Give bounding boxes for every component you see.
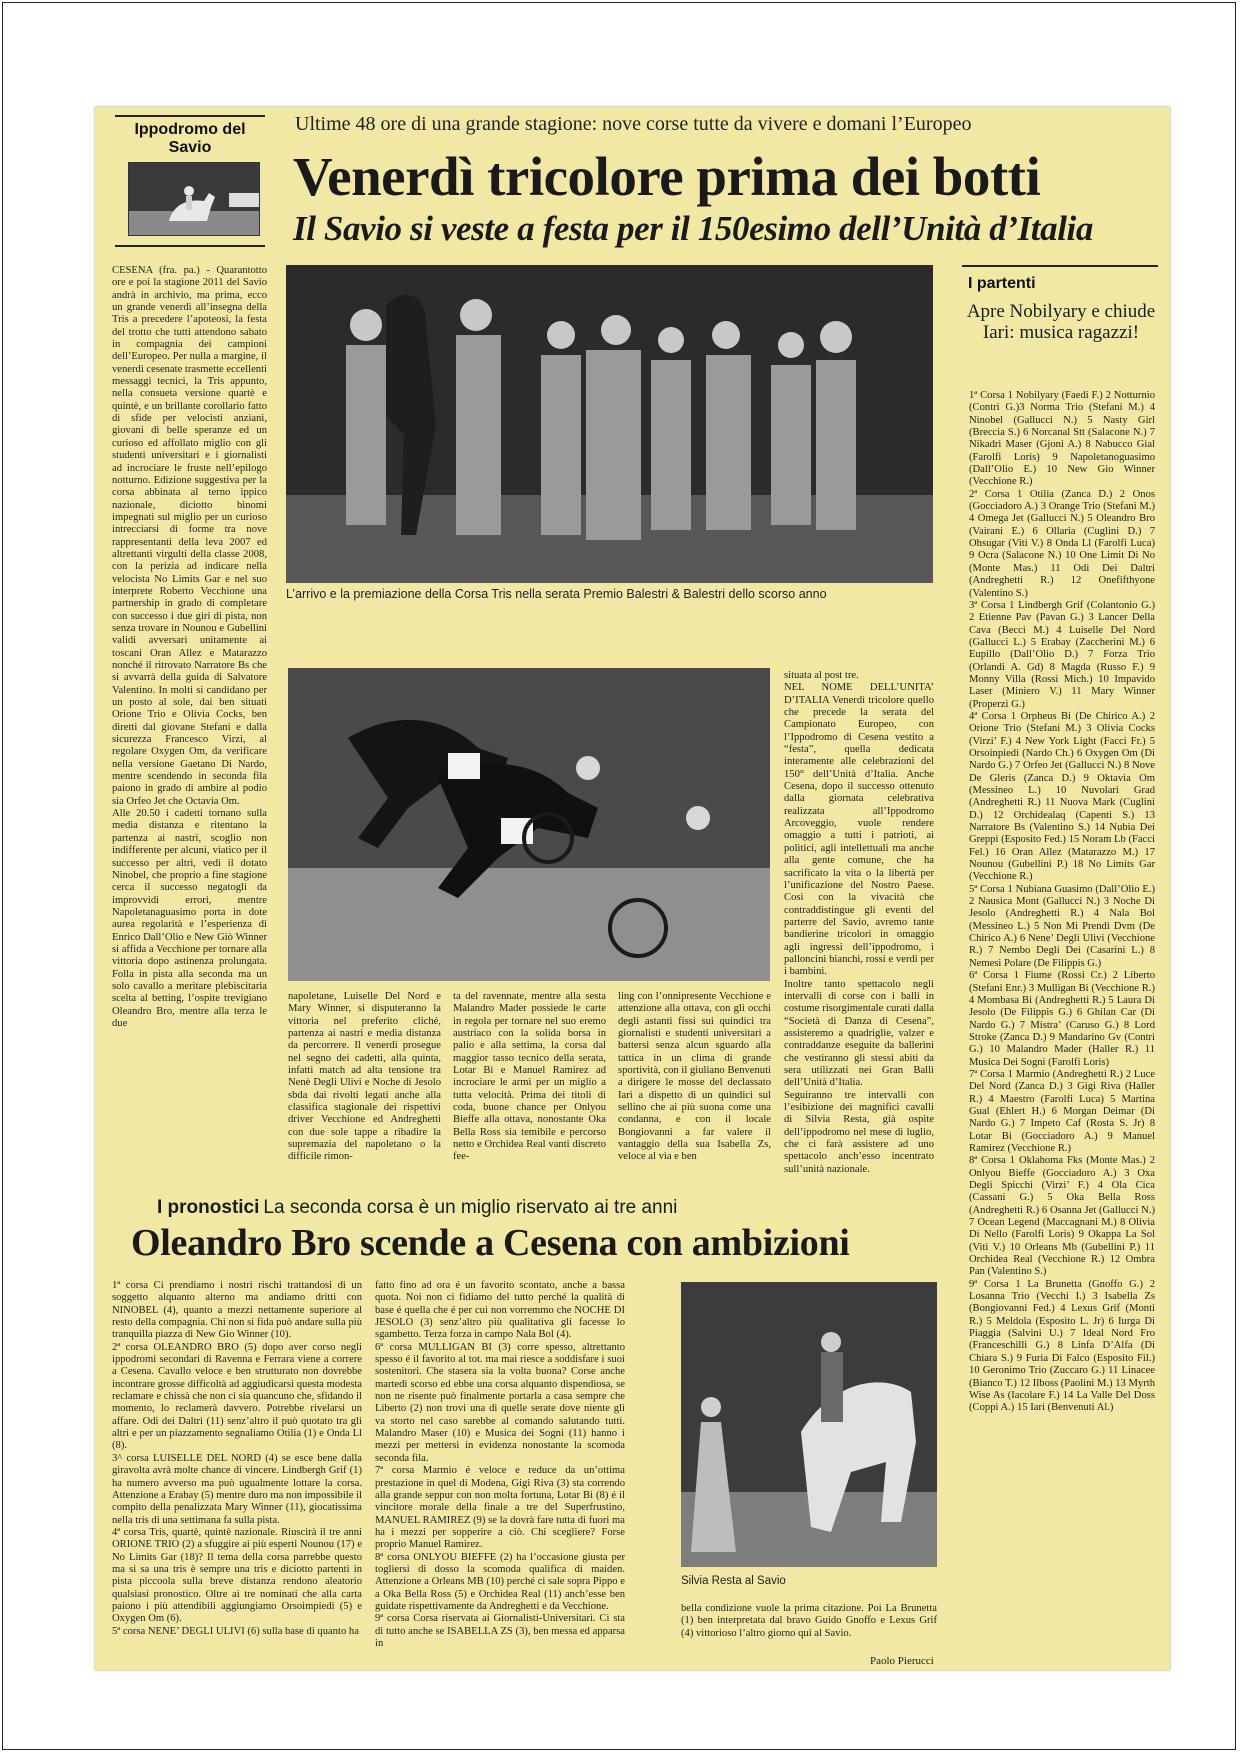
pronostici-headline: Oleandro Bro scende a Cesena con ambizioni (131, 1222, 850, 1264)
silvia-resta-photo-image (681, 1282, 937, 1567)
byline: Paolo Pierucci (870, 1655, 934, 1667)
newspaper-clipping (95, 107, 1170, 1670)
section-label: Ippodromo del Savio (134, 121, 246, 156)
masthead-rule-bottom (115, 245, 265, 247)
article-column-4: ling con l’onnipresente Vecchione e attenzione alla ottava, con gli occhi degli astanti fissi sui quindici tra giornalisti e studenti universitari a battersi senza alcun sguardo alla tattica in un clima di grande sportività, con il giuliano Benvenuti a dirigere le mosse del declassato Iari a dispetto di un quindici sul sellino che ai più suona come una condanna, e con il locale Bongiovanni a far valere il vantaggio della sua Isabella Zs, veloce al via e ben (618, 991, 774, 1163)
ceremony-photo-image (286, 265, 933, 583)
ceremony-photo (286, 265, 933, 583)
article-column-5: situata al post tre. NEL NOME DELL’UNITA’ D’ITALIA Venerdì tricolore quello che precede la serata del Campionato Europeo, con l’Ippodromo di Cesena vestito a “festa”, quella dedicata interamente alle celebrazioni del 150° dell’Unità d’Italia. Anche Cesena, dopo il successo ottenuto dalla giornata celebrativa realizzata all’Ippodromo Arcoveggio, vuole rendere omaggio a tutti i patrioti, ai politici, agli intellettuali ma anche alla gente comune, che ha sacrificato la vita o la libertà per l’unificazione del Nostro Paese. Così con la vivacità che contraddistingue gli eventi del parterre del Savio, avremo tante bandierine tricolori in omaggio agli ingressi dell’ippodromo, i palloncini bianchi, rossi e verdi per i bambini. Inoltre tanto spettacolo negli intervalli di corse con i balli in costume risorgimentale curati dalla “Società di Danza di Cesena”, assisteremo a quadriglie, valzer e contraddanze eseguite da ballerini che vestiranno gli stessi abiti da sera utilizzati nei Gran Balli dell’Unità d’Italia. Seguiranno tre intervalli con l’esibizione dei magnifici cavalli di Silvia Resta, già ospite dell’ippodromo nel mese di luglio, che ci farà assistere ad uno spettacolo anch’esso incentrato sull’unità nazionale. (784, 670, 934, 1175)
ceremony-photo-caption: L’arrivo e la premiazione della Corsa Tris nella serata Premio Balestri & Balestri dello scorso anno (286, 587, 827, 601)
article-column-1: CESENA (fra. pa.) - Quarantotto ore e poi la stagione 2011 del Savio andrà in archivio, ma prima, ecco un grande venerdì all’insegna della Tris a precedere l’apoteosi, la festa del trotto che tutti attendono sabato in compagnia dei campioni dell’Europeo. Per nulla a margine, il venerdì cesenate trasmette eccellenti messaggi tecnici, la Tris appunto, nella consueta versione quartè e quintè, e un brillante corollario fatto di sfide per velocisti anziani, giovani di belle speranze ed un curioso ed affollato miglio con gli studenti universitari e i giornalisti ad incrociare le fruste nell’epilogo notturno. Edizione suggestiva per la corsa abbinata al terno ippico nazionale, diciotto binomi impegnati sul miglio per un curioso intrecciarsi di forme tra nove rappresentanti della leva 2007 ed altrettanti virgulti della classe 2008, con la perizia ad indicare nella velocista No Limits Gar e nel suo interprete Roberto Vecchione una partnership in grado di completare con successo i due giri di pista, non senza trovare in Nounou e Gubellini validi avversari unitamente ai toscani Oran Allez e Matarazzo nonché il ritrovato Narratore Bs che si avvarrà della guida di Salvatore Valentino. In molti si candidano per un posto al sole, dai ben situati Orione Trio e Olivia Cocks, ben diretti dal giovane Stefani e dalla sicurezza Francesco Virzì, al regolare Oxygen Om, da verificare nella versione Gaetano Di Nardo, mentre scendendo in seconda fila paiono in grado di ambire al podio sia Orfeo Jet che Octavia Om. Alle 20.50 i cadetti tornano sulla media distanza e ritentano la partenza ai nastri, scoglio non indifferente per alcuni, viatico per il successo per altri, vedi il dotato Ninobel, che proprio a fine stagione cerca il successo negatogli da improvvidi errori, mentre Napoletanaguasimo porta in dote aurea regolarità e l’esperienza di Enrico Dall’Olio e New Giò Winner si affida a Vecchione per tornare alla vittoria dopo astinenza prolungata. Folla in pista alla seconda ma un solo cavallo a meritare plebiscitaria scelta al betting, l’ospite trevigiano Oleandro Bro, mentre alla terza le due (112, 265, 267, 1029)
masthead-rule-top (115, 115, 265, 117)
section-thumbnail (128, 162, 260, 236)
silvia-resta-photo-caption: Silvia Resta al Savio (681, 1575, 786, 1587)
pronostici-column-2: fatto fino ad ora é un favorito scontato, anche a bassa quota. Noi non ci fidiamo del tutto perché la qualità di base é quella che é per cui non vorremmo che NOCHE DI JESOLO (3) senz’altro più qualitativa gli facesse lo sgambetto. Terza forza in campo Nala Bol (4). 6ª corsa MULLIGAN BI (3) corre spesso, altrettanto spesso é il favorito al tot. ma mai riesce a soddisfare i suoi sostenitori. Che stasera sia la volta buona? Corse anche martedì scorso ed ebbe una corsa alquanto dispendiosa, se non ne risente può finalmente portarla a casa sempre che Liberto (2) non trovi una di quelle serate dove niente gli va storto nel caso sarebbe al comando salutando tutti. Malandro Maser (10) e Musica dei Sogni (11) hanno i mezzi per mettersi in evidenza nonostante la scomoda seconda fila. 7ª corsa Marmio é veloce e reduce da un’ottima prestazione in quel di Modena, Gigi Riva (3) sta correndo alla grande seppur con non molta fortuna, Lotar Bi (8) é il vincitore morale della finale a tre del Superfrustino, MANUEL RAMIREZ (9) se la dovrà fare tutta di fuori ma ha i mezzi per sopperire a ciò. Chi scegliere? Forse proprio Manuel Ramirez. 8ª corsa ONLYOU BIEFFE (2) ha l’occasione giusta per togliersi di dosso la scomoda qualifica di maiden. Attenzione a Orleans MB (10) perché ci sale sopra Pippo e a Oka Bella Ross (5) e Orchidea Real (11) anch’esse ben guidate rispettivamente da Andreghetti e da Vecchione. 9ª corsa Corsa riservata ai Giornalisti-Universitari. Ci sta di tutto anche se ISABELLA ZS (3), ben messa ed apparsa in (375, 1280, 625, 1649)
race-photo (288, 668, 770, 981)
silvia-resta-photo (681, 1282, 937, 1567)
article-column-2: napoletane, Luiselle Del Nord e Mary Winner, si disputeranno la vittoria nel preferito cliché, partenza ai nastri e media distanza da percorrere. Il venerdì prosegue nel segno dei cadetti, alla quinta, infatti match ad alta tensione tra Nenè Degli Ulivi e Noche di Jesolo sbda dai rivolti legati anche alla classifica stagionale dei rispettivi driver Vecchione ed Andreghetti con due sole tappe a ribadire la supremazia del napoletano o la difficile rimon- (288, 991, 444, 1163)
sidebar-rule (962, 265, 1158, 267)
sidebar-title: Apre Nobilyary e chiude Iari: musica ragazzi! (966, 301, 1156, 343)
sidebar-entries: 1ª Corsa 1 Nobilyary (Faedi F.) 2 Notturnio (Contri G.)3 Norma Trio (Stefani M.) 4 Ninobel (Gallucci N.) 5 Nasty Girl (Breccia S.) 6 Norcanal Stt (Salacone N.) 7 Nikadri Maser (Gjoni A.) 8 Nabucco Gial (Farolfi Loris) 9 Napoletanoguasimo (Dall’Olio E.) 10 New Gio Winner (Vecchione R.) 2ª Corsa 1 Otilia (Zanca D.) 2 Onos (Gocciadoro A.) 3 Orange Trio (Stefani M.) 4 Omega Jet (Gallucci N.) 5 Oleandro Bro (Vairani E.) 6 Ollaria (Cuglini D.) 7 Ohsugar (Viti V.) 8 Onda Ll (Farolfi Luca) 9 Ocra (Salacone N.) 10 One Limit Di No (Monte Mas.) 11 Odi Dei Daltri (Andreghetti R.) 12 Onefifthyone (Valentino S.) 3ª Corsa 1 Lindbergh Grif (Colantonio G.) 2 Etienne Pav (Pavan G.) 3 Lancer Della Cava (Becci M.) 4 Luiselle Del Nord (Gallucci L.) 5 Erabay (Zaccherini M.) 6 Eupillo (Dall’Olio D.) 7 Forza Trio (Orlandi A. Gd) 8 Magda (Russo F.) 9 Monny Villa (Rossi Mich.) 10 Impavido Laser (Miniero V.) 11 Mary Winner (Properzi G.) 4ª Corsa 1 Orpheus Bi (De Chirico A.) 2 Orione Trio (Stefani M.) 3 Olivia Cocks (Virzi’ F.) 4 New York Light (Facci Fr.) 5 Orsoinpiedi (Nardo Ch.) 6 Oxygen Om (Di Nardo G.) 7 Orfeo Jet (Gallucci N.) 8 Nove De Gleris (Zanca D.) 9 Oktavia Om (Messineo L.) 10 Nuvolari Grad (Andreghetti R.) 11 Nuova Mark (Cuglini D.) 12 Orchidealaq (Capenti S.) 13 Narratore Bs (Valentino S.) 14 Nubia Dei Greppi (Esposito Fed.) 15 Noram Lb (Facci Fel.) 16 Oran Allez (Matarazzo M.) 17 Nounou (Gubellini P.) 18 No Limits Gar (Vecchione R.) 5ª Corsa 1 Nubiana Guasimo (Dall’Olio E.) 2 Nausica Mont (Gallucci N.) 3 Noche Di Jesolo (Andreghetti R.) 4 Nala Bol (Messineo L.) 5 Non Mi Prendi Dvm (De Chirico A.) 6 Nene’ Degli Ulivi (Vecchione R.) 7 Nembo Degli Dei (Casarini L.) 8 Nemesi Polare (De Filippis G.) 6ª Corsa 1 Fiume (Rossi Cr.) 2 Liberto (Stefani Enr.) 3 Mulligan Bi (Vecchione R.) 4 Mombasa Bi (Andreghetti R.) 5 Laura Di Jesolo (De Filippis G.) 6 Ghilan Car (Di Nardo G.) 7 Mistra’ (Caruso G.) 8 Lord Stroke (Zanca D.) 9 Mandarino Gv (Contri G.) 10 Malandro Mader (Haller R.) 11 Musica Dei Sogni (Farolfi Loris) 7ª Corsa 1 Marmio (Andreghetti R.) 2 Luce Del Nord (Zanca D.) 3 Gigi Riva (Haller R.) 4 Maestro (Farolfi Luca) 5 Martina Gual (Ehlert H.) 6 Morgan Deimar (Di Nardo G.) 7 Impeto Caf (Rosta S. Jr) 8 Lotar Bi (Gocciadoro A.) 9 Manuel Ramirez (Vecchione R.) 8ª Corsa 1 Oklahoma Fks (Monte Mas.) 2 Onlyou Bieffe (Gocciadoro A.) 3 Oxa Degli Spicchi (Virzi’ F.) 4 Ola Cica (Cassani G.) 5 Oka Bella Ross (Andreghetti R.) 6 Osanna Jet (Gallucci N.) 7 Ocean Legend (Maccagnani M.) 8 Olivia Di Nello (Farolfi Loris) 9 Okappa La Sol (Viti V.) 10 Orleans Mb (Gubellini P.) 11 Orchidea Real (Vecchione R.) 12 Ombra Pan (Valentino S.) 9ª Corsa 1 La Brunetta (Gnoffo G.) 2 Losanna Trio (Vecchi I.) 3 Isabella Zs (Bongiovanni Fed.) 4 Lexus Grif (Monti R.) 5 Meldola (Esposito L. Jr) 6 Iurga Di Piaggia (Salvini U.) 7 Ideal Nord Fro (Franceschilli G.) 8 Linfa D’Alfa (Di Chiara S.) 9 Furia Di Falco (Esposito Fil.) 10 Geronimo Trio (Zuccaro G.) 11 Linacee (Bianco T.) 12 Ilboss (Paolini M.) 13 Myrth Wise As (Iacolare F.) 14 La Valle Del Doss (Coppi A.) 15 Iari (Benvenuti Al.) (969, 390, 1155, 1414)
sidebar-label: I partenti (968, 275, 1036, 292)
article-overline: Ultime 48 ore di una grande stagione: nove corse tutte da vivere e domani l’Europeo (295, 113, 972, 135)
pronostici-overline: La seconda corsa è un miglio riservato ai tre anni (263, 1197, 678, 1218)
article-column-3: ta del ravennate, mentre alla sesta Malandro Mader possiede le carte in regola per tornare nel suo eremo austriaco con la solida borsa in palio e alla settima, la corsa dal maggior tasso tecnico della serata, Lotar Bi e Manuel Ramirez ad incrociare le armi per un miglio a tutta velocità. Prima dei titoli di coda, buone chance per Onlyou Bieffe alla ottava, nonostante Oka Bella Ross sia temibile e percorso netto e Orchidea Real vanti discreto fee- (453, 991, 609, 1163)
pronostici-overline-row (157, 1197, 677, 1219)
pronostici-column-1: 1ª corsa Ci prendiamo i nostri rischi trattandosi di un soggetto alquanto alterno ma andiamo dritti con NINOBEL (4), quanto a mezzi nettamente superiore al resto della compagnia. Chi non si fida può andare sulla più tranquilla piazza di New Gio Winner (10). 2ª corsa OLEANDRO BRO (5) dopo aver corso negli ippodromi secondari di Ravenna e Ferrara viene a correre a Cesena. Cavallo veloce e ben strutturato non dovrebbe incontrare grosse difficoltà ad aggiudicarsi questa modesta reclamare e chissà che non ci sia quancuno che, sfidando il momento, lo reclamerà davvero. Potrebbe rivelarsi un affare. Odi dei Daltri (11) senz’altro il può quotato tra gli altri e per un piazzamento segnaliamo Otilia (1) e Onda Ll (8). 3^ corsa LUISELLE DEL NORD (4) se esce bene dalla giravolta avrà molte chance di vincere. Lindbergh Grif (1) ha numero avverso ma può ugualmente lottare la corsa. Attenzione a Erabay (5) mentre duro ma non impossibile il compito della penalizzata Mary Winner (11), giocatissima nella tris di una settimana fa sulla pista. 4ª corsa Tris, quartè, quintè nazionale. Riuscirà il tre anni ORIONE TRIO (2) a sfuggire ai più esperti Nounou (17) e No Limits Gar (18)? Il tema della corsa parrebbe questo ma si sa una tris è sempre una tris e diciotto partenti in pista piccoola sulla breve distanza rendono aleatorio qualsiasi pronostico. Oltre ai tre nominati che alla carta paiono i più attendibili aggiungiamo Orsoimpiedi (5) e Oxygen Om (6). 5ª corsa NENE’ DEGLI ULIVI (6) sulla base di quanto ha (112, 1280, 362, 1637)
pronostici-column-3: bella condizione vuole la prima citazione. Poi La Brunetta (1) ben interpretata dal bravo Guido Gnoffo e Lexus Grif (4) vittorioso l’altro giorno qui al Savio. (681, 1603, 940, 1639)
article-headline: Venerdì tricolore prima dei botti (293, 146, 1041, 207)
pronostici-kicker: I pronostici (157, 1197, 260, 1218)
article-subheadline: Il Savio si veste a festa per il 150esimo dell’Unità d’Italia (293, 209, 1093, 248)
section-thumbnail-image (129, 163, 259, 235)
race-photo-image (288, 668, 770, 981)
